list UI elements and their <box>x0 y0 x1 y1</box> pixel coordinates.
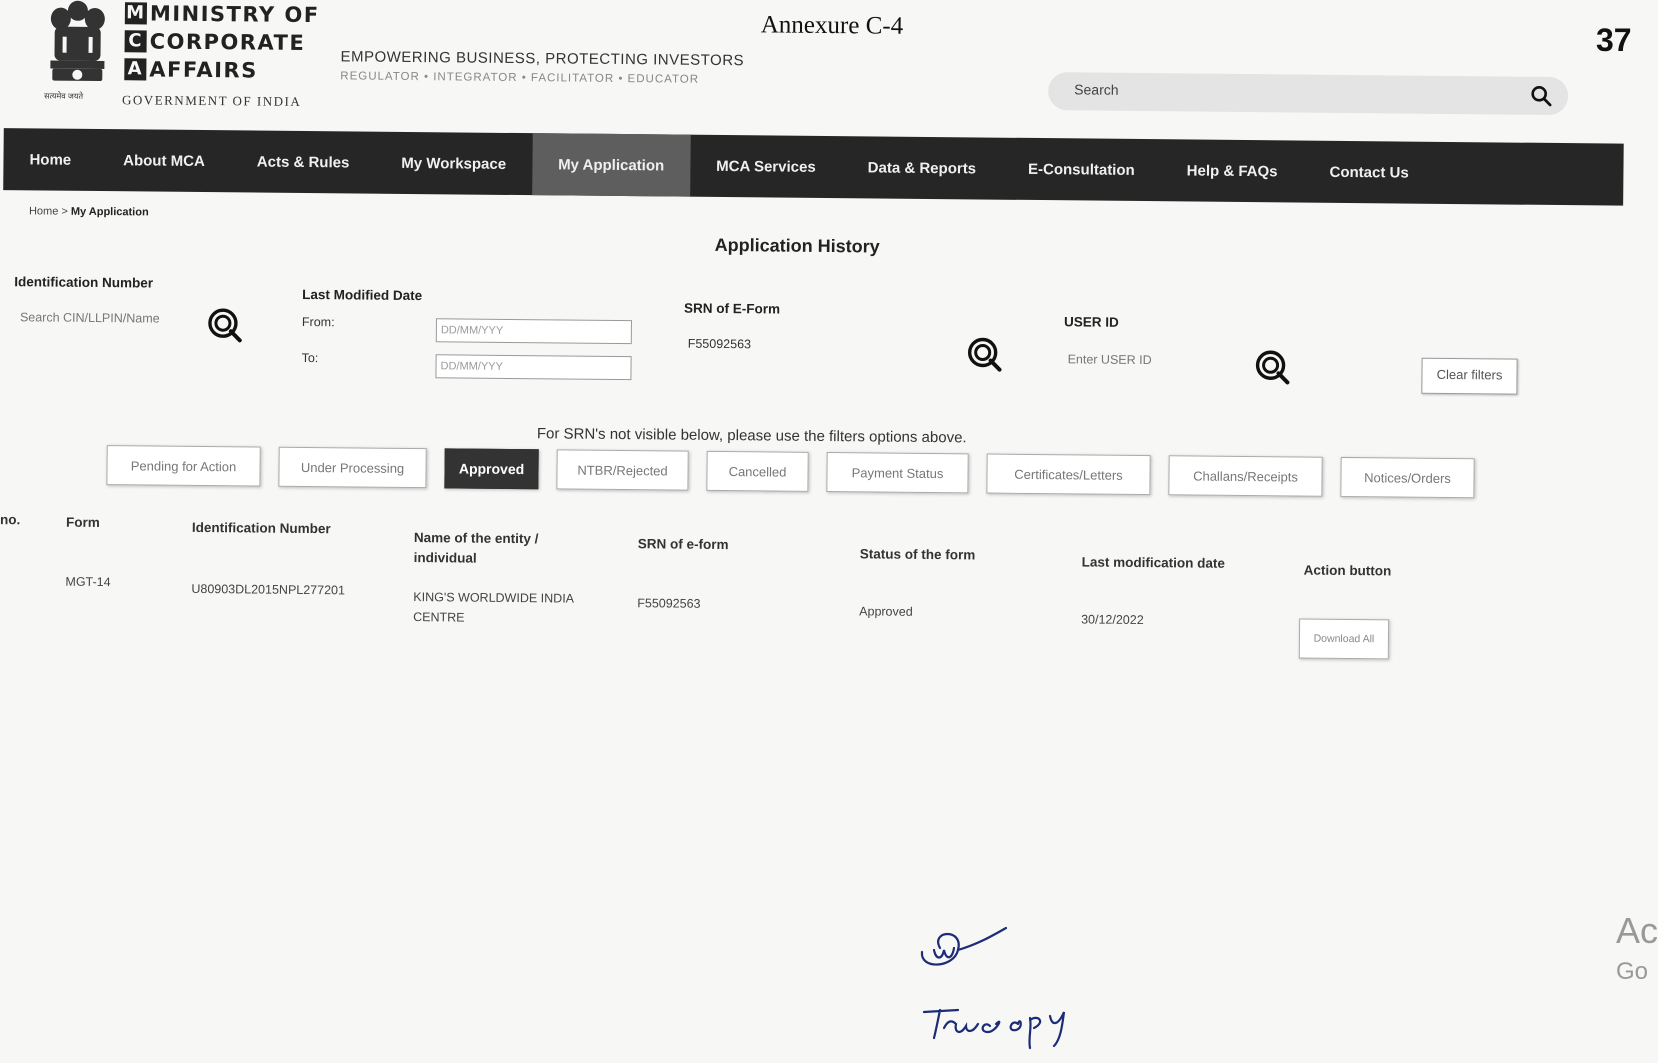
search-icon[interactable] <box>1530 85 1552 107</box>
tab-payment-status[interactable]: Payment Status <box>826 452 968 493</box>
logo-initial-m: M <box>126 2 146 24</box>
annexure-label: Annexure C-4 <box>760 11 904 40</box>
row-form: MGT-14 <box>65 574 111 590</box>
status-tabs <box>106 445 1474 498</box>
user-id-label: USER ID <box>1063 314 1119 330</box>
srn-input[interactable]: F55092563 <box>687 336 752 352</box>
sub-tagline: REGULATOR • INTEGRATOR • FACILITATOR • EDUCATOR <box>340 70 700 86</box>
to-label: To: <box>301 350 319 366</box>
from-label: From: <box>301 314 335 330</box>
tagline: EMPOWERING BUSINESS, PROTECTING INVESTORS <box>340 48 745 70</box>
site-search-input[interactable] <box>1048 72 1568 115</box>
column-header-identification-number: Identification Number <box>191 519 331 537</box>
search-placeholder: Search <box>1074 81 1119 98</box>
column-header-no: no. <box>0 512 21 528</box>
srn-search-icon[interactable] <box>965 335 1003 373</box>
clear-filters-button[interactable]: Clear filters <box>1421 358 1517 395</box>
logo-line-2: CORPORATE <box>149 29 306 55</box>
column-header-action: Action button <box>1303 562 1392 579</box>
tab-certificates-letters[interactable]: Certificates/Letters <box>986 454 1150 496</box>
logo-line-1: MINISTRY OF <box>149 1 320 28</box>
row-entity-name-line-1: KING'S WORLDWIDE INDIA <box>413 590 575 606</box>
nav-item-mca-services[interactable]: MCA Services <box>716 157 816 176</box>
nav-item-e-consultation[interactable]: E-Consultation <box>1027 160 1135 179</box>
identification-search-input[interactable]: Search CIN/LLPIN/Name <box>19 310 160 326</box>
breadcrumb-separator: > <box>58 205 71 218</box>
main-nav <box>3 128 1624 206</box>
row-last-modified: 30/12/2022 <box>1081 612 1144 628</box>
column-header-status: Status of the form <box>859 546 976 563</box>
tab-challans-receipts[interactable]: Challans/Receipts <box>1168 455 1322 496</box>
emblem-caption: सत्यमेव जयते <box>44 91 84 101</box>
tab-notices-orders[interactable]: Notices/Orders <box>1340 457 1474 498</box>
tab-ntbr-rejected[interactable]: NTBR/Rejected <box>556 449 688 490</box>
nav-item-my-workspace[interactable]: My Workspace <box>401 154 507 173</box>
column-header-srn: SRN of e-form <box>637 536 729 553</box>
column-header-entity-name: Name of the entity / individual <box>413 530 539 566</box>
identification-number-label: Identification Number <box>14 274 154 291</box>
side-fragment-2: Go <box>1616 958 1649 985</box>
page-number: 37 <box>1596 22 1632 58</box>
last-modified-date-label: Last Modified Date <box>302 286 423 304</box>
user-id-search-icon[interactable] <box>1253 348 1291 386</box>
page-title: Application History <box>714 234 880 257</box>
srn-label: SRN of E-Form <box>684 300 781 317</box>
to-date-input[interactable]: DD/MM/YYY <box>435 354 631 380</box>
filter-note: For SRN's not visible below, please use the filters options above. <box>536 425 967 447</box>
column-header-form: Form <box>65 514 100 531</box>
tab-under-processing[interactable]: Under Processing <box>278 447 426 488</box>
breadcrumb-current: My Application <box>70 205 149 219</box>
breadcrumb <box>29 205 149 218</box>
row-entity-name-line-2: CENTRE <box>413 610 465 625</box>
row-status: Approved <box>859 604 913 619</box>
tab-pending-for-action[interactable]: Pending for Action <box>106 445 260 486</box>
from-date-input[interactable]: DD/MM/YYY <box>436 318 632 344</box>
logo-initial-a: A <box>124 58 146 80</box>
tab-approved[interactable]: Approved <box>444 448 538 489</box>
breadcrumb-home[interactable]: Home <box>28 205 59 218</box>
user-id-input[interactable]: Enter USER ID <box>1067 352 1152 368</box>
government-of-india-label: GOVERNMENT OF INDIA <box>122 92 302 109</box>
row-identification-number: U80903DL2015NPL277201 <box>191 581 346 598</box>
download-all-button[interactable]: Download All <box>1299 619 1389 660</box>
national-emblem-icon <box>42 0 113 97</box>
logo-line-3: AFFAIRS <box>149 57 258 83</box>
handwritten-signature <box>900 920 1100 1050</box>
nav-item-help-faqs[interactable]: Help & FAQs <box>1186 161 1278 180</box>
side-fragment-1: Ac <box>1616 910 1658 951</box>
nav-item-home[interactable]: Home <box>29 150 72 169</box>
identification-search-icon[interactable] <box>206 306 244 344</box>
ministry-logo <box>124 0 320 85</box>
nav-item-acts-rules[interactable]: Acts & Rules <box>256 153 350 171</box>
column-header-last-modified: Last modification date <box>1081 554 1226 571</box>
nav-item-contact-us[interactable]: Contact Us <box>1329 163 1409 182</box>
logo-initial-c: C <box>125 30 147 52</box>
row-srn: F55092563 <box>637 596 701 611</box>
nav-item-my-application[interactable]: My Application <box>532 133 691 197</box>
tab-cancelled[interactable]: Cancelled <box>706 451 808 492</box>
nav-item-about-mca[interactable]: About MCA <box>123 151 205 170</box>
nav-item-data-reports[interactable]: Data & Reports <box>867 158 977 177</box>
